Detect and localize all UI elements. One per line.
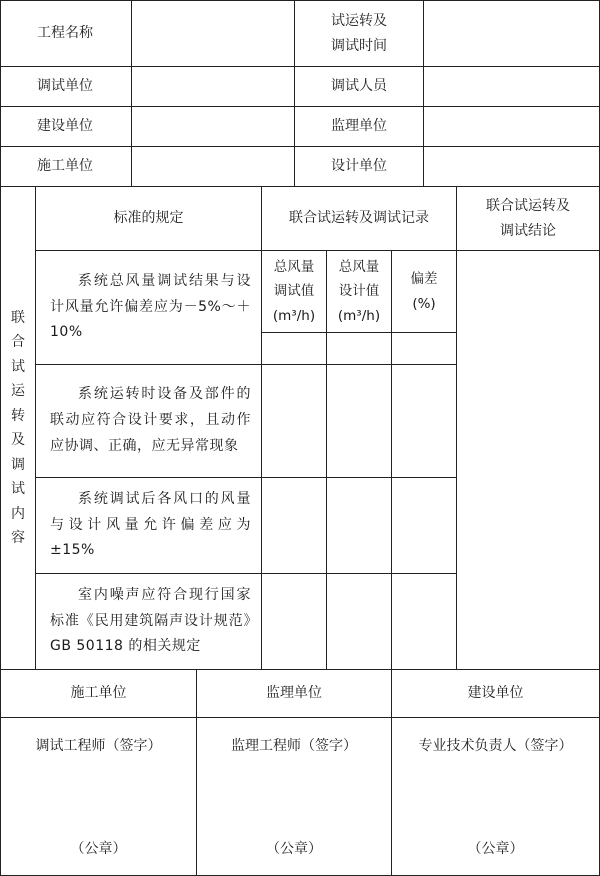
record-3-col-3[interactable] bbox=[391, 477, 457, 574]
supervisor-seal-label: （公章） bbox=[266, 841, 322, 858]
section-vertical-label: 联 合 试 运 转 及 调 试 内 容 bbox=[0, 186, 36, 670]
project-name-label: 工程名称 bbox=[0, 0, 132, 67]
builder-unit-value[interactable] bbox=[131, 146, 295, 187]
requirement-1: 系统总风量调试结果与设计风量允许偏差应为－5%～＋10% bbox=[35, 250, 262, 365]
deviation-header: 偏差 (%) bbox=[391, 250, 457, 333]
commissioning-personnel-label: 调试人员 bbox=[294, 66, 424, 107]
supervision-unit-value[interactable] bbox=[423, 106, 600, 147]
total-airflow-measured-value[interactable] bbox=[261, 332, 327, 365]
conclusion-header: 联合试运转及 调试结论 bbox=[456, 186, 600, 251]
requirement-2: 系统运转时设备及部件的联动应符合设计要求，且动作应协调、正确，应无异常现象 bbox=[35, 364, 262, 478]
conclusion-value[interactable] bbox=[456, 250, 600, 670]
supervisor-signature-header: 监理单位 bbox=[196, 669, 392, 718]
builder-unit-label: 施工单位 bbox=[0, 146, 132, 187]
construction-unit-label: 建设单位 bbox=[0, 106, 132, 147]
total-airflow-design-header: 总风量 设计值 (m³/h) bbox=[326, 250, 392, 333]
builder-signer-label: 调试工程师（签字） bbox=[35, 738, 162, 754]
builder-signature-header: 施工单位 bbox=[0, 669, 197, 718]
standard-header: 标准的规定 bbox=[35, 186, 262, 251]
total-airflow-design-value[interactable] bbox=[326, 332, 392, 365]
requirement-3: 系统调试后各风口的风量与设计风量允许偏差应为±15% bbox=[35, 477, 262, 574]
commissioning-unit-value[interactable] bbox=[131, 66, 295, 107]
builder-signature-box[interactable] bbox=[0, 717, 197, 876]
deviation-value[interactable] bbox=[391, 332, 457, 365]
record-4-col-3[interactable] bbox=[391, 573, 457, 670]
owner-seal-label: （公章） bbox=[467, 841, 524, 858]
total-airflow-measured-header: 总风量 调试值 (m³/h) bbox=[261, 250, 327, 333]
builder-seal-label: （公章） bbox=[70, 841, 127, 858]
record-3-col-1[interactable] bbox=[261, 477, 327, 574]
design-unit-value[interactable] bbox=[423, 146, 600, 187]
record-2-col-2[interactable] bbox=[326, 364, 392, 478]
supervisor-signature-box[interactable] bbox=[196, 717, 392, 876]
record-2-col-1[interactable] bbox=[261, 364, 327, 478]
supervisor-signer-label: 监理工程师（签字） bbox=[231, 738, 357, 754]
owner-signer-label: 专业技术负责人（签字） bbox=[418, 738, 573, 754]
record-3-col-2[interactable] bbox=[326, 477, 392, 574]
owner-signature-box[interactable] bbox=[391, 717, 600, 876]
record-header: 联合试运转及调试记录 bbox=[261, 186, 457, 251]
record-4-col-2[interactable] bbox=[326, 573, 392, 670]
supervision-unit-label: 监理单位 bbox=[294, 106, 424, 147]
record-2-col-3[interactable] bbox=[391, 364, 457, 478]
trial-run-time-label: 试运转及 调试时间 bbox=[294, 0, 424, 67]
record-4-col-1[interactable] bbox=[261, 573, 327, 670]
requirement-4: 室内噪声应符合现行国家标准《民用建筑隔声设计规范》GB 50118 的相关规定 bbox=[35, 573, 262, 670]
trial-run-time-value[interactable] bbox=[423, 0, 600, 67]
design-unit-label: 设计单位 bbox=[294, 146, 424, 187]
commissioning-personnel-value[interactable] bbox=[423, 66, 600, 107]
construction-unit-value[interactable] bbox=[131, 106, 295, 147]
owner-signature-header: 建设单位 bbox=[391, 669, 600, 718]
project-name-value[interactable] bbox=[131, 0, 295, 67]
commissioning-unit-label: 调试单位 bbox=[0, 66, 132, 107]
